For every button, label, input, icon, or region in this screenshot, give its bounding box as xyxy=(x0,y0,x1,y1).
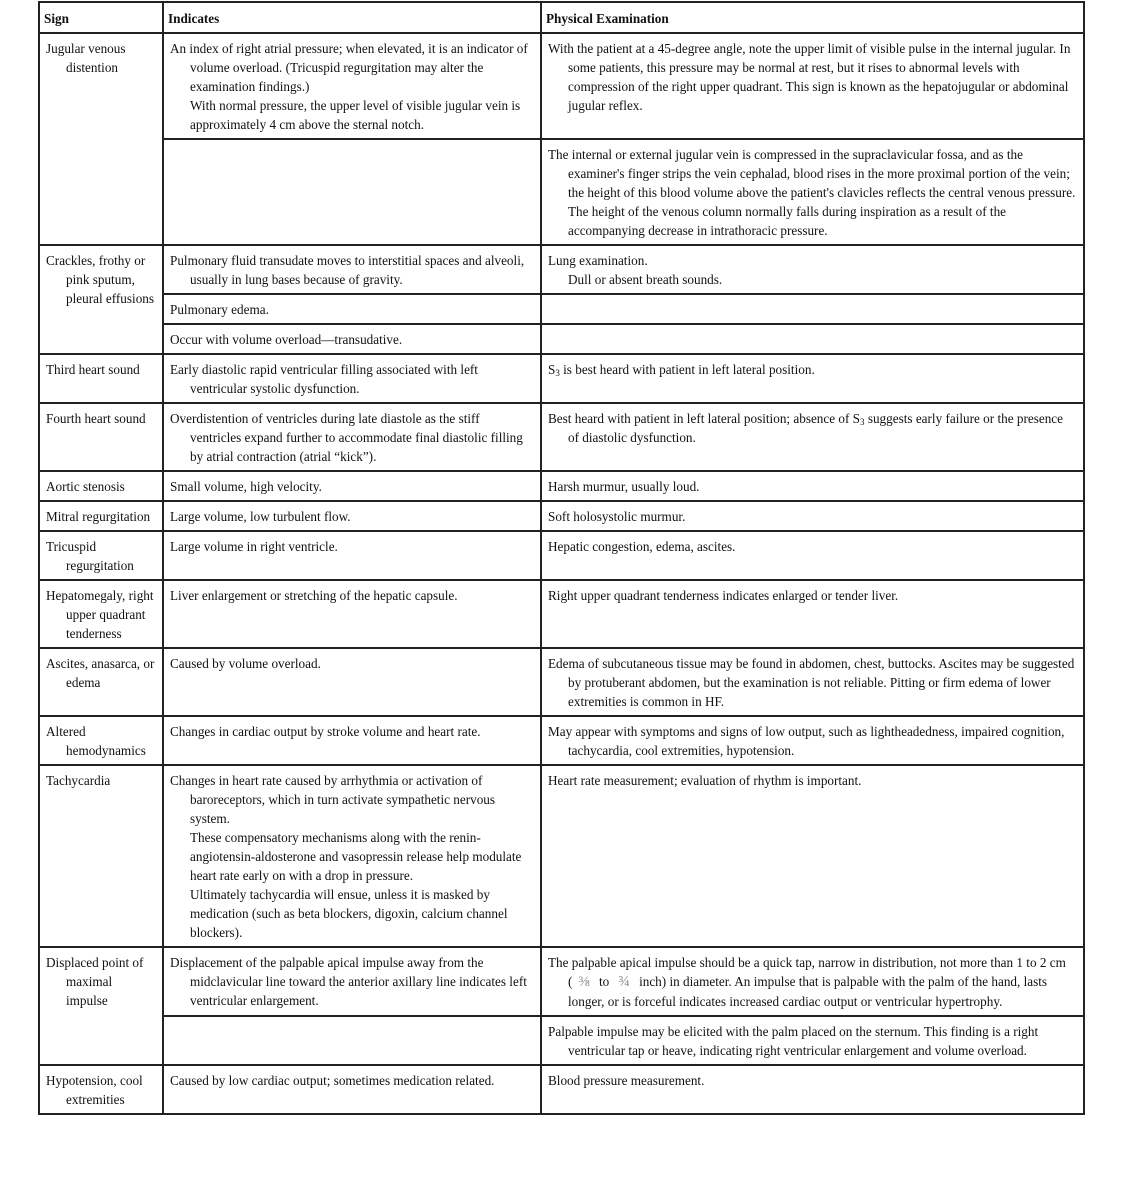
cell-paragraph: Heart rate measurement; evaluation of rhythm is important. xyxy=(548,773,862,788)
indicates-cell xyxy=(163,765,541,947)
indicates-cell xyxy=(163,245,541,294)
table-row xyxy=(39,716,1084,765)
sign-cell xyxy=(39,947,163,1065)
physical-examination-cell xyxy=(541,294,1084,324)
cell-paragraph: The palpable apical impulse should be a quick tap, narrow in distribution, not more than 1 to 2 cm ( ⅜ to ¾ inch) in diameter. An impulse that is palpable with the palm of the hand, lasts longer, or is forceful indicates increased cardiac output or ventricular hypertrophy. xyxy=(548,955,1066,1009)
header-row xyxy=(39,2,1084,33)
cell-paragraph: Caused by low cardiac output; sometimes medication related. xyxy=(170,1073,495,1088)
physical-examination-cell xyxy=(541,716,1084,765)
sign-cell xyxy=(39,531,163,580)
cell-paragraph: Early diastolic rapid ventricular filling associated with left ventricular systolic dysfunction. xyxy=(170,362,478,396)
physical-examination-cell xyxy=(541,139,1084,245)
cell-paragraph: Displacement of the palpable apical impulse away from the midclavicular line toward the anterior axillary line indicates left ventricular enlargement. xyxy=(170,955,527,1008)
cell-paragraph: Best heard with patient in left lateral position; absence of $S_3$ suggests early failure or the presence of diastolic dysfunction. xyxy=(548,411,1063,445)
fraction: ⅜ xyxy=(578,974,590,990)
indicates-cell xyxy=(163,531,541,580)
cell-paragraph: Large volume, low turbulent flow. xyxy=(170,509,351,524)
cell-paragraph: Changes in heart rate caused by arrhythmia or activation of baroreceptors, which in turn activate sympathetic nervous system. xyxy=(170,773,496,826)
sign-cell xyxy=(39,716,163,765)
indicates-cell xyxy=(163,648,541,716)
table-row xyxy=(39,580,1084,648)
table-row xyxy=(39,294,1084,324)
cell-paragraph: Changes in cardiac output by stroke volume and heart rate. xyxy=(170,724,481,739)
indicates-cell xyxy=(163,294,541,324)
table-row xyxy=(39,648,1084,716)
cell-paragraph: Hepatic congestion, edema, ascites. xyxy=(548,539,736,554)
physical-examination-cell xyxy=(541,501,1084,531)
sign-label: Fourth heart sound xyxy=(46,411,146,426)
sign-label: Crackles, frothy or pink sputum, pleural effusions xyxy=(46,253,155,306)
cell-paragraph: Ultimately tachycardia will ensue, unless it is masked by medication (such as beta blockers, digoxin, calcium channel blockers). xyxy=(190,887,508,940)
physical-examination-cell xyxy=(541,33,1084,139)
cell-paragraph: Soft holosystolic murmur. xyxy=(548,509,686,524)
sign-label: Tachycardia xyxy=(46,773,111,788)
sign-label: Ascites, anasarca, or edema xyxy=(46,656,155,690)
physical-examination-cell xyxy=(541,324,1084,354)
sign-label: Mitral regurgitation xyxy=(46,509,151,524)
table-row xyxy=(39,531,1084,580)
table-row xyxy=(39,245,1084,294)
sign-cell xyxy=(39,580,163,648)
header-sign: Sign xyxy=(39,2,163,33)
physical-examination-cell xyxy=(541,947,1084,1016)
indicates-cell xyxy=(163,580,541,648)
cell-paragraph: Edema of subcutaneous tissue may be found in abdomen, chest, buttocks. Ascites may be suggested by protuberant abdomen, but the examination is not reliable. Pitting or firm edema of lower extremities is common in HF. xyxy=(548,656,1075,709)
table-row xyxy=(39,139,1084,245)
sign-cell xyxy=(39,354,163,403)
cell-paragraph: $S_3$ is best heard with patient in left lateral position. xyxy=(548,362,815,378)
table-row xyxy=(39,403,1084,471)
cell-paragraph: Harsh murmur, usually loud. xyxy=(548,479,700,494)
physical-examination-cell xyxy=(541,531,1084,580)
table-body xyxy=(39,33,1084,1114)
header-physical-examination: Physical Examination xyxy=(541,2,1084,33)
cell-paragraph: Overdistention of ventricles during late diastole as the stiff ventricles expand further to accommodate final diastolic filling by atrial contraction (atrial “kick”). xyxy=(170,411,523,464)
cell-paragraph: Liver enlargement or stretching of the hepatic capsule. xyxy=(170,588,458,603)
table-row xyxy=(39,501,1084,531)
indicates-cell xyxy=(163,947,541,1016)
indicates-cell xyxy=(163,501,541,531)
sign-label: Jugular venous distention xyxy=(46,41,126,75)
cell-paragraph: Palpable impulse may be elicited with the palm placed on the sternum. This finding is a right ventricular tap or heave, indicating right ventricular enlargement and volume overload. xyxy=(548,1024,1039,1058)
cell-paragraph: The internal or external jugular vein is compressed in the supraclavicular fossa, and as the examiner's finger strips the vein cephalad, blood rises in the more proximal portion of the vein; the height of this blood volume above the patient's clavicles reflects the central venous pressure. The height of the venous column normally falls during inspiration as a result of the accompanying decrease in intrathoracic pressure. xyxy=(548,147,1076,238)
table-row xyxy=(39,324,1084,354)
indicates-cell xyxy=(163,139,541,245)
physical-examination-cell xyxy=(541,648,1084,716)
cell-paragraph: May appear with symptoms and signs of low output, such as lightheadedness, impaired cognition, tachycardia, cool extremities, hypotension. xyxy=(548,724,1065,758)
indicates-cell xyxy=(163,471,541,501)
cell-paragraph: An index of right atrial pressure; when elevated, it is an indicator of volume overload. (Tricuspid regurgitation may alter the examination findings.) xyxy=(170,41,528,94)
indicates-cell xyxy=(163,1065,541,1114)
table-row xyxy=(39,1016,1084,1065)
cell-paragraph: Caused by volume overload. xyxy=(170,656,321,671)
sign-cell xyxy=(39,765,163,947)
cell-paragraph: These compensatory mechanisms along with the renin-angiotensin-aldosterone and vasopressin release help modulate heart rate early on with a drop in pressure. xyxy=(190,830,522,883)
sign-cell xyxy=(39,33,163,245)
sign-label: Tricuspid regurgitation xyxy=(46,539,134,573)
cell-paragraph: Pulmonary edema. xyxy=(170,302,269,317)
fraction: ¾ xyxy=(618,974,630,990)
indicates-cell xyxy=(163,716,541,765)
signs-table xyxy=(38,1,1085,1115)
sign-cell xyxy=(39,501,163,531)
physical-examination-cell xyxy=(541,1016,1084,1065)
table-row xyxy=(39,354,1084,403)
sign-label: Hepatomegaly, right upper quadrant tenderness xyxy=(46,588,154,641)
sign-cell xyxy=(39,648,163,716)
indicates-cell xyxy=(163,33,541,139)
indicates-cell xyxy=(163,324,541,354)
table-row xyxy=(39,1065,1084,1114)
physical-examination-cell xyxy=(541,765,1084,947)
indicates-cell xyxy=(163,354,541,403)
sign-label: Aortic stenosis xyxy=(46,479,125,494)
sign-label: Altered hemodynamics xyxy=(46,724,146,758)
sign-cell xyxy=(39,471,163,501)
sign-label: Displaced point of maximal impulse xyxy=(46,955,144,1008)
cell-paragraph: Occur with volume overload—transudative. xyxy=(170,332,403,347)
header-indicates: Indicates xyxy=(163,2,541,33)
table-row xyxy=(39,765,1084,947)
cell-paragraph: Dull or absent breath sounds. xyxy=(568,272,723,287)
physical-examination-cell xyxy=(541,1065,1084,1114)
physical-examination-cell xyxy=(541,580,1084,648)
cell-paragraph: Lung examination. xyxy=(548,253,648,268)
cell-paragraph: Blood pressure measurement. xyxy=(548,1073,705,1088)
indicates-cell xyxy=(163,403,541,471)
sign-cell xyxy=(39,1065,163,1114)
cell-paragraph: Small volume, high velocity. xyxy=(170,479,322,494)
table-row xyxy=(39,33,1084,139)
table-row xyxy=(39,471,1084,501)
table-row xyxy=(39,947,1084,1016)
cell-paragraph: Large volume in right ventricle. xyxy=(170,539,338,554)
sign-cell xyxy=(39,245,163,354)
physical-examination-cell xyxy=(541,403,1084,471)
sign-label: Third heart sound xyxy=(46,362,140,377)
sign-cell xyxy=(39,403,163,471)
physical-examination-cell xyxy=(541,354,1084,403)
physical-examination-cell xyxy=(541,471,1084,501)
cell-paragraph: Pulmonary fluid transudate moves to interstitial spaces and alveoli, usually in lung bases because of gravity. xyxy=(170,253,525,287)
physical-examination-cell xyxy=(541,245,1084,294)
cell-paragraph: Right upper quadrant tenderness indicates enlarged or tender liver. xyxy=(548,588,899,603)
sign-label: Hypotension, cool extremities xyxy=(46,1073,143,1107)
indicates-cell xyxy=(163,1016,541,1065)
cell-paragraph: With normal pressure, the upper level of visible jugular vein is approximately 4 cm above the sternal notch. xyxy=(190,98,521,132)
cell-paragraph: With the patient at a 45-degree angle, note the upper limit of visible pulse in the internal jugular. In some patients, this pressure may be normal at rest, but it rises to abnormal levels with compression of the right upper quadrant. This sign is known as the hepatojugular or abdominal jugular reflex. xyxy=(548,41,1071,113)
